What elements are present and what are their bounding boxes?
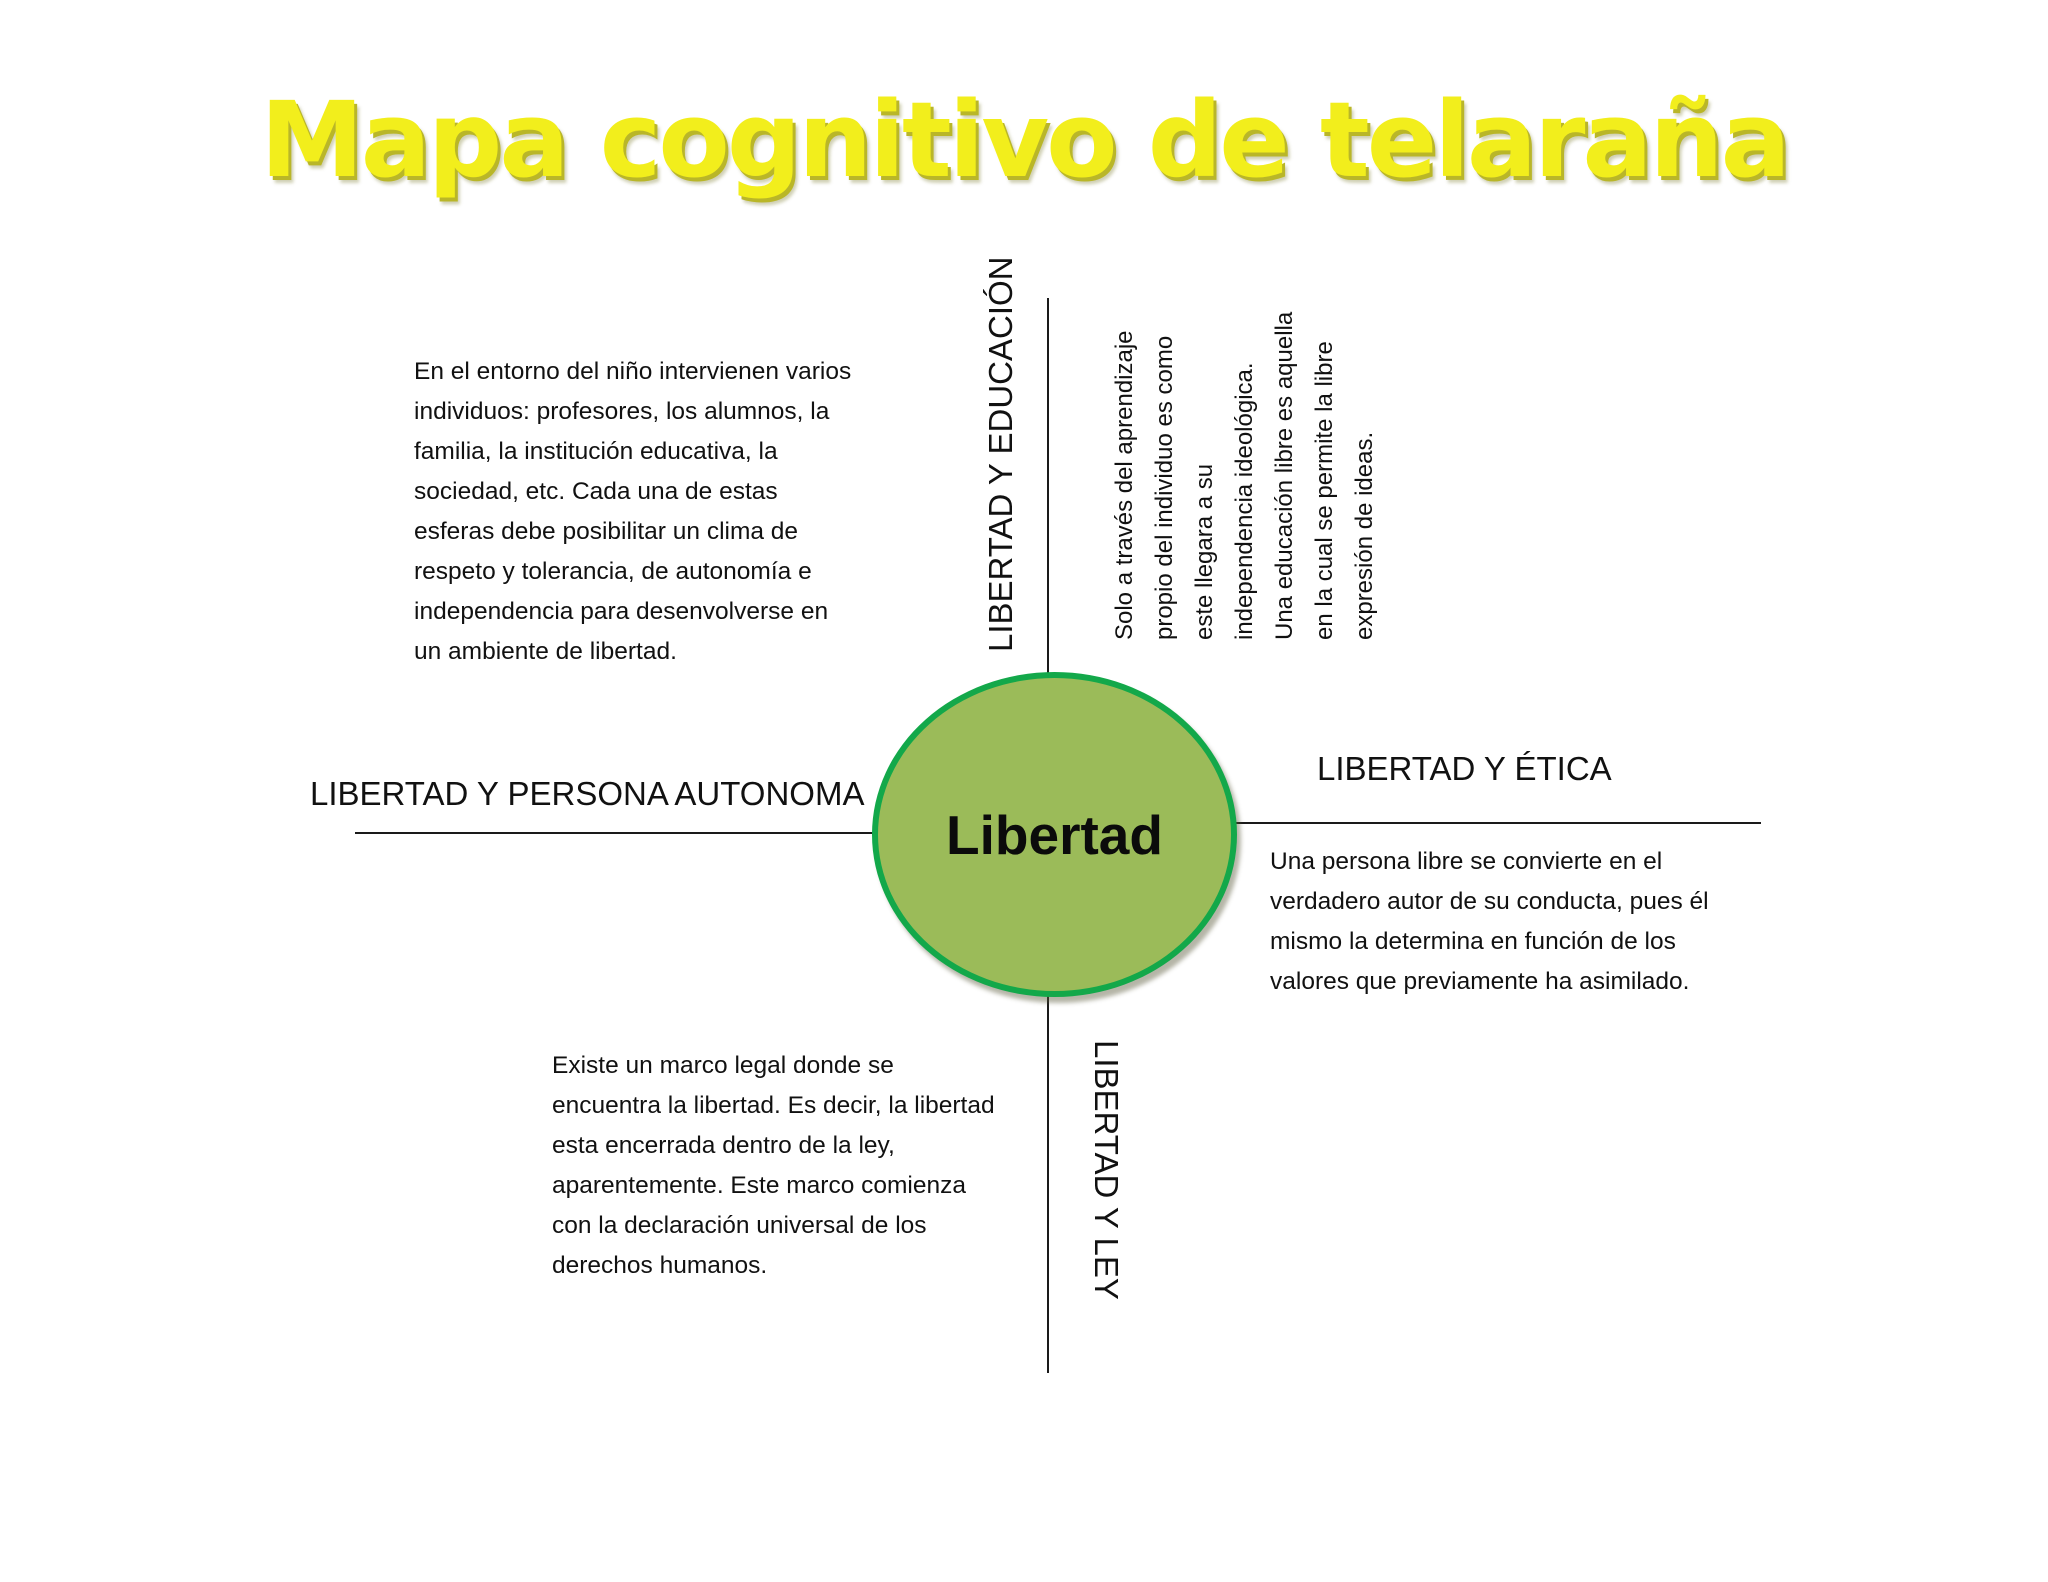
page-title: Mapa cognitivo de telaraña	[260, 79, 1788, 201]
branch-description-ethics: Una persona libre se convierte en el verdadero autor de su conducta, pues él mismo la determina en función de los valores que previamente ha asimilado.	[1270, 848, 1709, 995]
branch-label-education: LIBERTAD Y EDUCACIÓN	[982, 256, 1019, 652]
branch-label-ethics: LIBERTAD Y ÉTICA	[1317, 750, 1612, 787]
branch-description-law: Existe un marco legal donde se encuentra la libertad. Es decir, la libertad esta encerrada dentro de la ley, aparentemente. Este marco comienza con la declaración universal de los derechos humanos.	[552, 1052, 995, 1279]
branch-description-autonomous-person: En el entorno del niño intervienen varios individuos: profesores, los alumnos, la familia, la institución educativa, la sociedad, etc. Cada una de estas esferas debe posibilitar un clima de respeto y tolerancia, de autonomía e independencia para desenvolverse en un ambiente de libertad.	[414, 358, 852, 665]
bottom-branch-line	[1047, 995, 1049, 1373]
branch-description-education: Solo a través del aprendizaje propio del individuo es como este llegara a su independencia ideológica. Una educación libre es aquella en la cual se permite la libre expresión de ideas.	[1111, 311, 1378, 640]
left-branch-line	[355, 832, 874, 834]
center-node	[872, 672, 1237, 997]
branch-label-law: LIBERTAD Y LEY	[1088, 1040, 1125, 1300]
branch-label-autonomous-person: LIBERTAD Y PERSONA AUTONOMA	[310, 775, 865, 812]
right-branch-line	[1235, 822, 1761, 824]
top-branch-line	[1047, 298, 1049, 674]
center-node-label: Libertad	[946, 803, 1163, 866]
